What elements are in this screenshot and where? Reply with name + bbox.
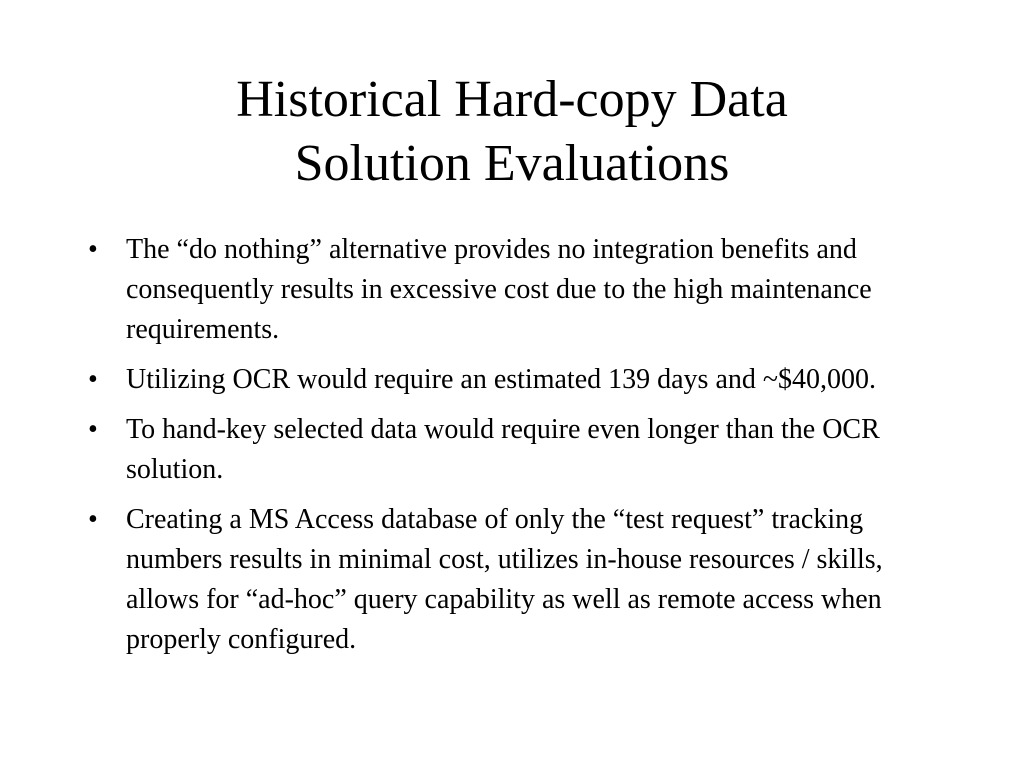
bullet-item: [88, 410, 948, 490]
bullet-text: Creating a MS Access database of only the “test request” tracking numbers results in minimal cost, utilizes in-house resources / skills, allows for “ad-hoc” query capability as well as remote access when properly configured.: [126, 504, 883, 655]
bullet-icon: •: [88, 364, 98, 395]
bullet-icon: •: [88, 504, 98, 535]
bullet-text: To hand-key selected data would require even longer than the OCR solution.: [126, 414, 880, 485]
bullet-icon: •: [88, 414, 98, 445]
bullet-text: Utilizing OCR would require an estimated 139 days and ~$40,000.: [126, 364, 877, 395]
bullet-icon: •: [88, 234, 98, 265]
bullet-text: The “do nothing” alternative provides no integration benefits and consequently results in excessive cost due to the high maintenance requirements.: [126, 234, 872, 345]
slide-title: [0, 68, 1024, 196]
slide-title-line-2: Solution Evaluations: [294, 135, 730, 192]
bullet-list: [88, 230, 948, 670]
slide-title-line-1: Historical Hard-copy Data: [236, 71, 788, 128]
bullet-item: [88, 230, 948, 350]
bullet-item: [88, 360, 948, 400]
bullet-item: [88, 500, 948, 660]
